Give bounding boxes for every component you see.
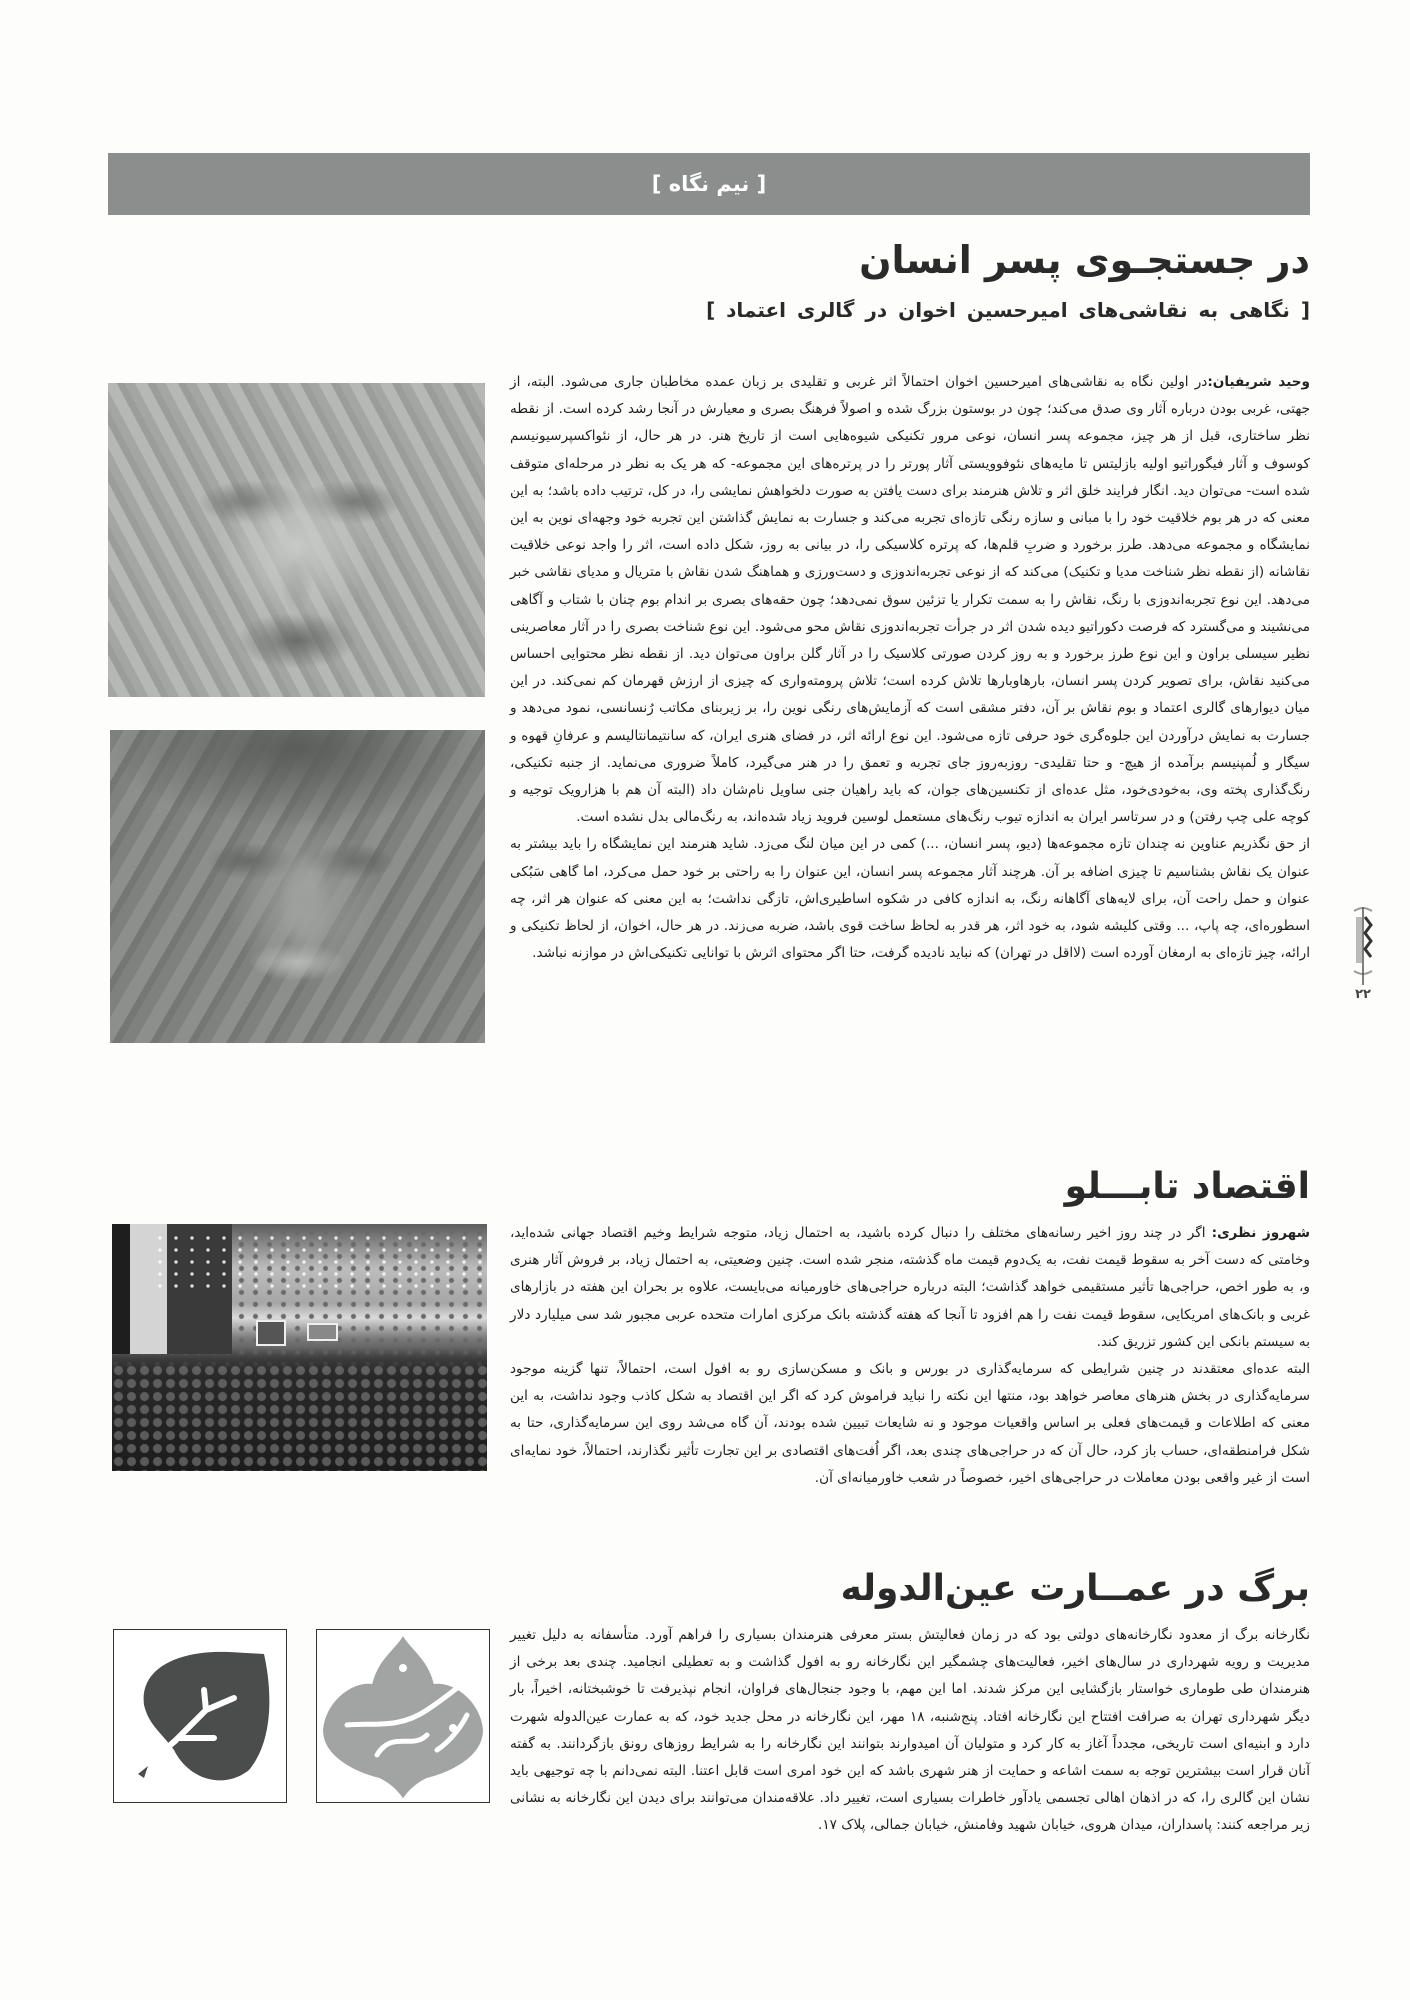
article3-paragraph-1: نگارخانه برگ از معدود نگارخانه‌های دولتی بود که در زمان فعالیتش بستر معرفی هنرمندان بسیاری را فراهم آورد. متأسفانه به دلیل تغییر مدیریت و رویه شهرداری در سال‌های اخیر، فعالیت‌های چشمگیر این نگارخانه رو به افول گذاشت و به تعطیلی انجامید. چندی بعد برخی از هنرمندان طی طوماری خواستار بازگشایی این مرکز شدند. اما این مهم، با وجود جنجال‌های فراوان، انجام نپذیرفت تا خوشبختانه، اخیراً، بار دیگر شهرداری تهران به صرافت افتتاح این نگارخانه افتاد. پنج‌شنبه، ۱۸ مهر، این نگارخانه در محل جدید خود، که به عمارت عین‌الدوله شهرت دارد و ابنیه‌ای است تاریخی، مجدداً آغاز به کار کرد و متولیان آن امیدوارند بتوانند این نگارخانه را به شرایط روزهای رونق بازگردانند. به گفته آنان قرار است بیشترین توجه به سمت اشاعه و حمایت از هنر شهری باشد که این خود امری است قابل اعتنا. البته نمی‌دانم با چه توجیهی باید نشان این گالری را، که در اذهان اهالی تجسمی یادآور خاطرات بسیاری است، تغییر داد. علاقه‌مندان می‌توانند برای دیدن این نگارخانه به نشانی زیر مراجعه کنند: پاسداران، میدان هروی، خیابان شهید وفامنش، خیابان جمالی، پلاک ۱۷.: [510, 1627, 1310, 1834]
article2-author: شهروز نظری:: [1211, 1225, 1310, 1241]
page-number: ۲۲: [1355, 987, 1371, 1002]
section-banner-label: [ نیم نگاه ]: [651, 172, 767, 196]
painting-portrait-2: [110, 730, 485, 1043]
photo-ceiling-lights: [152, 1232, 487, 1292]
barg-leaf-logo: [113, 1629, 287, 1803]
article1-body: [510, 369, 1310, 967]
photo-framed-painting: [256, 1320, 286, 1346]
article1-paragraph-1: [510, 369, 1310, 831]
auction-crowd-photo: [112, 1224, 487, 1471]
nagarkhane-barg-old-logo: [316, 1629, 490, 1803]
article3-title: برگ در عمــارت عین‌الدوله: [840, 1568, 1310, 1609]
article3-body: [510, 1622, 1310, 1840]
article2-paragraph-1-text: اگر در چند روز اخیر رسانه‌های مختلف را دنبال کرده باشید، به احتمال زیاد، متوجه شرایط وخیم اقتصاد جهانی شده‌اید، وخامتی که دست آخر به سقوط قیمت نفت، به یک‌دوم قیمت ماه گذشته، منجر شده است. چنین وضعیتی، به احتمال زیاد، بر فروش آثار هنری و، به طور اخص، حراجی‌ها تأثیر مستقیمی خواهد گذاشت؛ البته درباره حراجی‌های خاورمیانه می‌بایست، علاوه بر بحران این هفته در بازارهای غربی و بانک‌های امریکایی، سقوط قیمت نفت را هم افزود تا آنجا که هفته گذشته بانک مرکزی امارات متحده عربی مجبور شد سی میلیارد دلار به سیستم بانکی این کشور تزریق کند.: [510, 1225, 1310, 1350]
article2-body: [510, 1220, 1310, 1492]
photo-framed-painting: [307, 1323, 338, 1341]
section-banner: [108, 153, 1310, 215]
article2-paragraph-2: البته عده‌ای معتقدند در چنین شرایطی که سرمایه‌گذاری در بورس و بانک و مسکن‌سازی رو به افول است، احتمالاً، تنها گزینه موجود سرمایه‌گذاری در بخش هنرهای معاصر خواهد بود، منتها این نکته را نباید فراموش کرد که اگر این اقتصاد به شکل کاذب وجود نداشت، به این معنی که اطلاعات و قیمت‌های فعلی بر اساس واقعیات موجود و نه شایعات تبیین شده بودند، آن گاه می‌شد روی این سرمایه‌گذاری، حتا به شکل فرامنطقه‌ای، حساب باز کرد، حال آن که در حراجی‌های چندی بعد، اگر اُفت‌های اقتصادی بر این تجارت تأثیر نگذارند، احتمالاً، خود نمایه‌ای است از غیر واقعی بودن معاملات در حراجی‌های اخیر، خصوصاً در شعب خاورمیانه‌ای آن.: [510, 1361, 1310, 1486]
magazine-logo-icon: [1351, 905, 1375, 985]
article1-paragraph-2: از حق نگذریم عناوین نه چندان تازه مجموعه‌ها (دیو، پسر انسان، ...) کمی در این میان لنگ می‌زد. شاید هنرمند این نمایشگاه را باید بیشتر به عنوان یک نقاش بشناسیم تا چیزی اضافه بر آن. هرچند آثار مجموعه پسر انسان، این عنوان را به راحتی بر خود حمل می‌کرد، اما گاهی سَبُکی عنوان و حمل راحت آن، برای لایه‌های آگاهانه رنگ، به اندازه کافی در شکوه اساطیری‌اش، تازگی نداشت؛ به این معنی که عنوان هر اثر، چه اسطوره‌ای، چه پاپ، ... وقتی کلیشه شود، به خود اثر، هر قدر به لحاظ ساخت قوی باشد، ضربه می‌زند. در هر حال، اخوان، از لحاظ تکنیکی و ارائه، چیز تازه‌ای به ارمغان آورده است (لااقل در تهران) که نباید نادیده گرفت، حتا اگر محتوای اثرش با توانایی تکنیکی‌اش در موازنه نباشد.: [510, 836, 1310, 962]
nagarkhane-calligraphy-icon: [317, 1630, 489, 1802]
page-side-mark: [1349, 905, 1377, 1025]
article1-paragraph-1-text: در اولین نگاه به نقاشی‌های امیرحسین اخوان احتمالاً اثر غربی و تقلیدی بر زبان عمده مخاطبان جاری می‌شود. البته، از جهتی، غربی بودن درباره آثار وی صدق می‌کند؛ چون در بوستون بزرگ شده و اصولاً فرهنگ بصری و معیارش در آنجا رشد کرده است. از نقطه نظر ساختاری، قبل از هر چیز، مجموعه پسر انسان، نوعی مرور تکنیکی شیوه‌هایی است از تاریخ هنر. در هر حال، از نئواکسپرسیونیسم کوسوف و آثار فیگوراتیو اولیه بازلیتس تا مایه‌های نئوفوویستی آثار پورتر را در پرتره‌های این مجموعه- که هر یک به نظر در مرحله‌ای متوقف شده است- می‌توان دید. انگار فرایند خلق اثر و تلاش هنرمند برای دست یافتن به صورت دلخواهش نمایشی را، در کل، ترتیب داده باشد؛ به این معنی که در هر بوم خلاقیت خود را با مبانی و سازه رنگی تازه‌ای تجربه می‌کند و جسارت به نمایش گذاشتن این تجربه خود وجهه‌ای نوین به این نمایشگاه و مجموعه می‌دهد. طرز برخورد و ضربِ قلم‌ها، که پرتره کلاسیکی را، در بیانی به روز، شکل داده است، اثر را واجد نوعی خلاقیت نقاشانه (از نقطه نظر شناخت مدیا و تکنیک) می‌کند که از نوعی تجربه‌اندوزی و دست‌ورزی و هماهنگ شدن نقاش با متریال و مدیای نقاشی خبر می‌دهد. این نوع تجربه‌اندوزی با رنگ، نقاش را به سمت تکرار یا تزئین سوق نمی‌دهد؛ چون حقه‌های بصری بر اندام بوم چنان با شتاب و آگاهی می‌نشیند و می‌گسترد که فرصت دکوراتیو دیده شدن اثر در جرأت تجربه‌اندوزی نقاش محو می‌شود. این نوع شناخت بصری را در آثار معاصرینی نظیر سیسلی براون و این نوع طرز برخورد و به روز کردن صورتی کلاسیک را در آثار گلن براون می‌توان دید. از نقطه نظر محتوایی احساس می‌کنید نقاش، برای تصویر کردن پسر انسان، بارهاوبارها تلاش کرده است؛ تلاش پرومته‌واری که چیزی از ارزش قهرمان کم نمی‌کند. در این میان دیوارهای گالری اعتماد و بوم نقاش بر آن، دفتر مشقی است که آزمایش‌های رنگی نوین را، بر زیربنای مکاتب رُنسانسی، نمود می‌دهد و جسارت به نمایش درآوردن این جلوه‌گری خود حرفی تازه می‌شود. این نوع ارائه اثر، در فضای هنری ایران، که سانتیمانتالیسم و عرفانِ قهوه و سیگار و لُمپنیسم برآمده از هیچ- و حتا تقلیدی- روزبه‌روز جای تجربه و تعمق را در هنر می‌گیرد، کاملاً ضروری می‌نماید. از جنبه تکنیکی، رنگ‌گذاری پخته وی، به‌خودی‌خود، مثل عده‌ای از تکنسین‌های جوان، که باید راهیان جنی ساویل نام‌شان داد (البته آن هم با هزارویک توجیه و کوچه علی چپ رفتن) و در سرتاسر ایران به اندازه تیوب رنگ‌های مستعمل لوسین فروید زیاد شده‌اند، به رنگ‌مالی بدل نشده است.: [510, 374, 1310, 826]
leaf-icon: [114, 1630, 286, 1802]
article1-subtitle: [ نگاهی به نقاشی‌های امیرحسین اخوان در گالری اعتماد ]: [706, 298, 1310, 322]
article2-title: اقتصاد تابـــلو: [1064, 1166, 1310, 1207]
painting-portrait-1: [108, 383, 485, 697]
article1-author: وحید شریفیان:: [1207, 374, 1310, 390]
article2-paragraph-1: [510, 1220, 1310, 1356]
photo-audience: [112, 1364, 487, 1471]
article1-title: در جستجـوی پسر انسان: [859, 238, 1310, 282]
